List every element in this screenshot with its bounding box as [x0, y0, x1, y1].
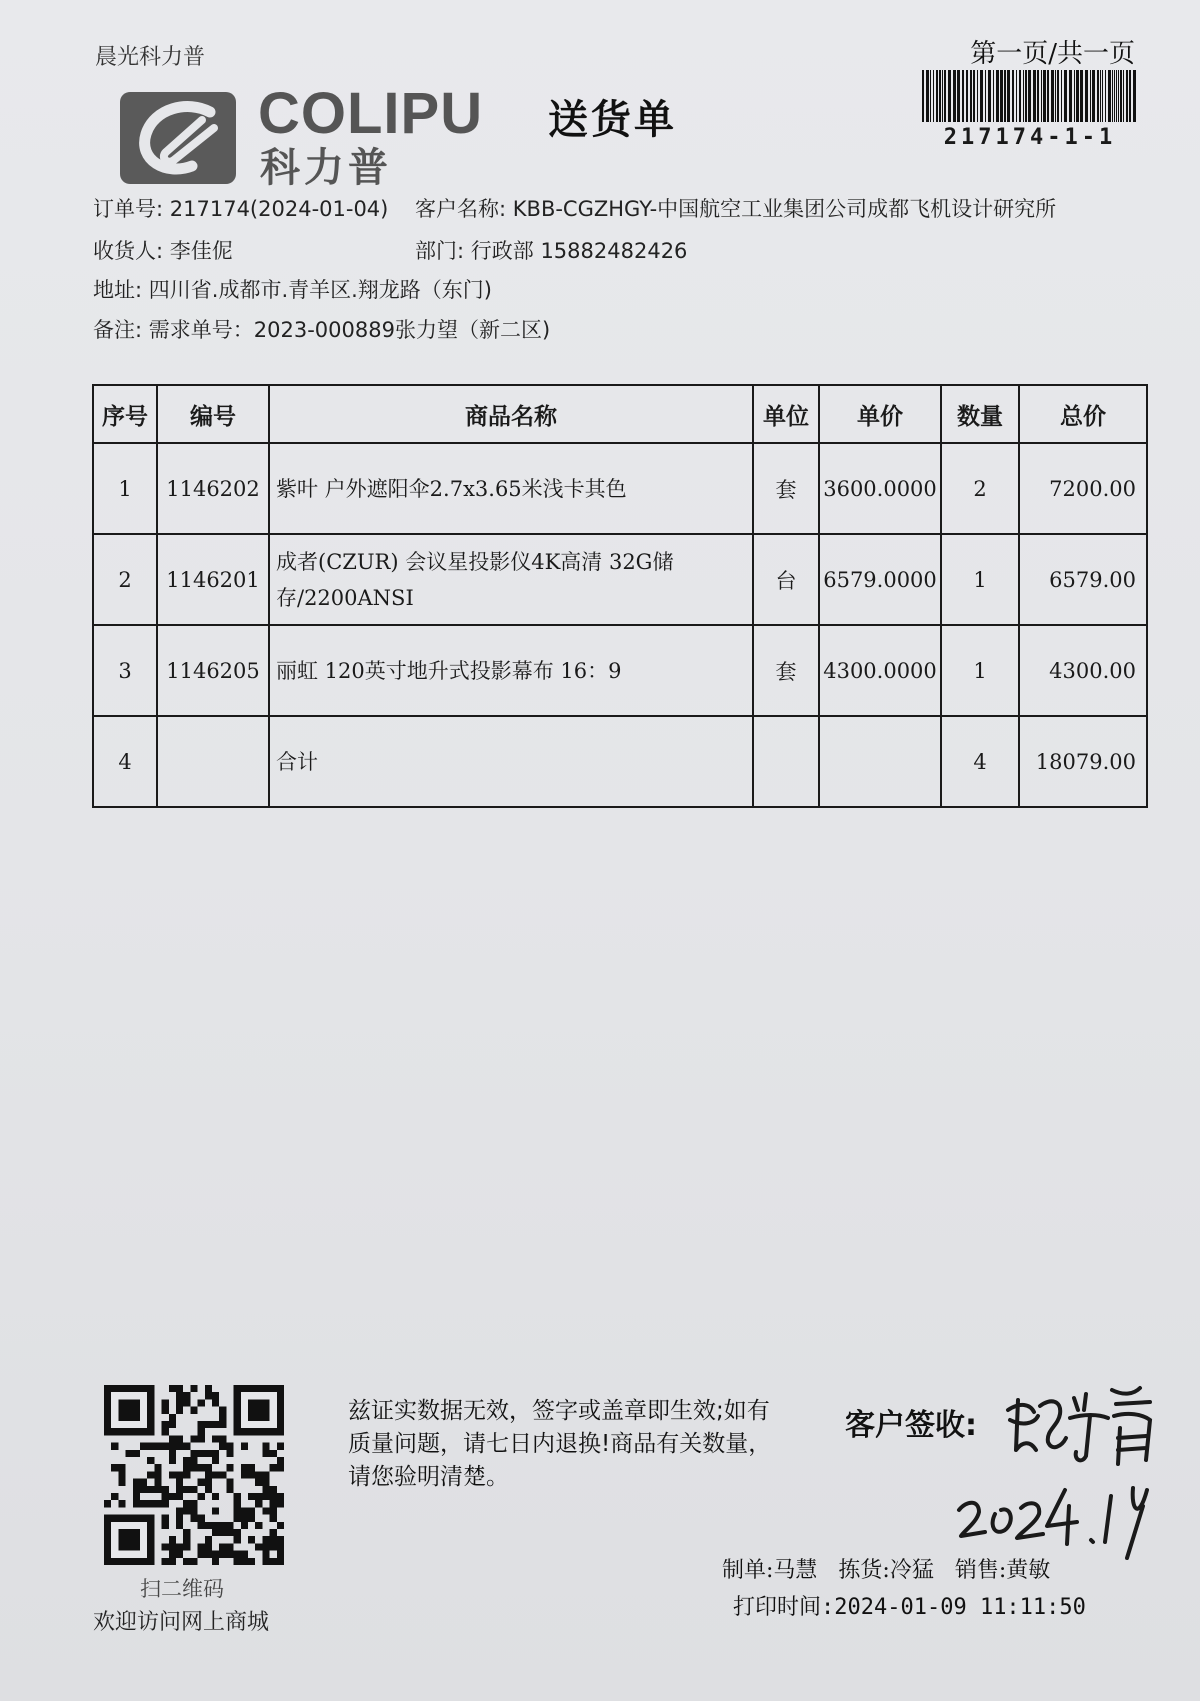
staff-line: [722, 1553, 1050, 1584]
cell-total-label: 合计: [269, 716, 753, 807]
cell-quantity: 4: [941, 716, 1019, 807]
header-total: 总价: [1019, 385, 1147, 443]
order-number: 217174(2024-01-04): [169, 197, 389, 221]
table-header-row: [93, 385, 1147, 443]
sales-label: 销售:: [954, 1558, 1007, 1583]
header-code: 编号: [157, 385, 269, 443]
department-line: [415, 235, 687, 265]
logo-chinese: 科力普: [260, 145, 392, 191]
address-value: 四川省.成都市.青羊区.翔龙路（东门): [148, 278, 492, 302]
maker-label: 制单:: [722, 1558, 774, 1583]
print-time-line: [733, 1590, 1086, 1621]
receiver-label: 收货人:: [93, 239, 164, 263]
cell-quantity: 2: [941, 443, 1019, 534]
cell-price: [819, 716, 941, 807]
cell-total: 4300.00: [1019, 625, 1147, 716]
maker-name: 马慧: [773, 1558, 818, 1583]
cell-unit: 套: [753, 443, 819, 534]
document-title: 送货单: [548, 97, 677, 143]
picker-name: 冷猛: [889, 1558, 934, 1583]
print-time: 2024-01-09 11:11:50: [834, 1595, 1086, 1620]
cell-unit: [753, 716, 819, 807]
qr-code: [104, 1385, 284, 1565]
address-line: [93, 274, 492, 304]
handwritten-date: [955, 1470, 1155, 1560]
company-short-name: 晨光科力普: [95, 45, 206, 70]
colipu-logo-icon: [118, 90, 238, 186]
header-price: 单价: [819, 385, 941, 443]
header-seq: 序号: [93, 385, 157, 443]
header-product-name: 商品名称: [269, 385, 753, 443]
cell-seq: 1: [93, 443, 157, 534]
cell-price: 4300.0000: [819, 625, 941, 716]
picker-label: 拣货:: [838, 1558, 890, 1583]
cell-product-name: 紫叶 户外遮阳伞2.7x3.65米浅卡其色: [269, 443, 753, 534]
items-table: [92, 384, 1148, 808]
cell-code: 1146201: [157, 534, 269, 625]
cell-seq: 4: [93, 716, 157, 807]
barcode: [922, 70, 1138, 122]
cell-code: 1146202: [157, 443, 269, 534]
barcode-number: 217174-1-1: [943, 125, 1117, 150]
department-label: 部门:: [415, 239, 465, 263]
address-label: 地址:: [93, 278, 143, 302]
customer-label: 客户名称:: [415, 197, 507, 221]
cell-code: [157, 716, 269, 807]
cell-price: 6579.0000: [819, 534, 941, 625]
cell-grand-total: 18079.00: [1019, 716, 1147, 807]
notice-text: 兹证实数据无效，签字或盖章即生效;如有质量问题，请七日内退换!商品有关数量，请您验明清楚。: [348, 1398, 772, 1490]
remark-line: [93, 314, 550, 344]
cell-total: 7200.00: [1019, 443, 1147, 534]
header-unit: 单位: [753, 385, 819, 443]
department-value: 行政部 15882482426: [470, 239, 688, 263]
page-indicator: 第一页/共一页: [970, 39, 1135, 69]
logo-english: COLIPU: [258, 81, 484, 146]
remark-label: 备注:: [93, 318, 143, 342]
table-row: [93, 443, 1147, 534]
order-number-label: 订单号:: [93, 197, 164, 221]
cell-seq: 2: [93, 534, 157, 625]
customer-name: KBB-CGZHGY-中国航空工业集团公司成都飞机设计研究所: [512, 197, 1057, 221]
cell-code: 1146205: [157, 625, 269, 716]
cell-quantity: 1: [941, 534, 1019, 625]
cell-total: 6579.00: [1019, 534, 1147, 625]
cell-price: 3600.0000: [819, 443, 941, 534]
table-row: [93, 534, 1147, 625]
sales-name: 黄敏: [1006, 1558, 1051, 1583]
header-quantity: 数量: [941, 385, 1019, 443]
cell-product-name: 成者(CZUR) 会议星投影仪4K高清 32G储存/2200ANSI: [269, 534, 753, 625]
receiver-name: 李佳伲: [169, 239, 233, 263]
qr-welcome-text: 欢迎访问网上商城: [93, 1610, 270, 1635]
cell-product-name: 丽虹 120英寸地升式投影幕布 16：9: [269, 625, 753, 716]
cell-unit: 台: [753, 534, 819, 625]
receiver-line: [93, 235, 233, 265]
cell-quantity: 1: [941, 625, 1019, 716]
cell-unit: 套: [753, 625, 819, 716]
print-time-label: 打印时间:: [733, 1595, 835, 1620]
qr-label: 扫二维码: [140, 1577, 224, 1601]
cell-seq: 3: [93, 625, 157, 716]
table-total-row: [93, 716, 1147, 807]
company-logo: [118, 81, 490, 191]
order-number-line: [93, 193, 388, 223]
remark-value: 需求单号：2023-000889张力望（新二区): [148, 318, 551, 342]
customer-line: [415, 193, 1056, 223]
customer-sign-label: 客户签收:: [845, 1408, 977, 1443]
handwritten-signature: [1000, 1380, 1160, 1475]
table-row: [93, 625, 1147, 716]
